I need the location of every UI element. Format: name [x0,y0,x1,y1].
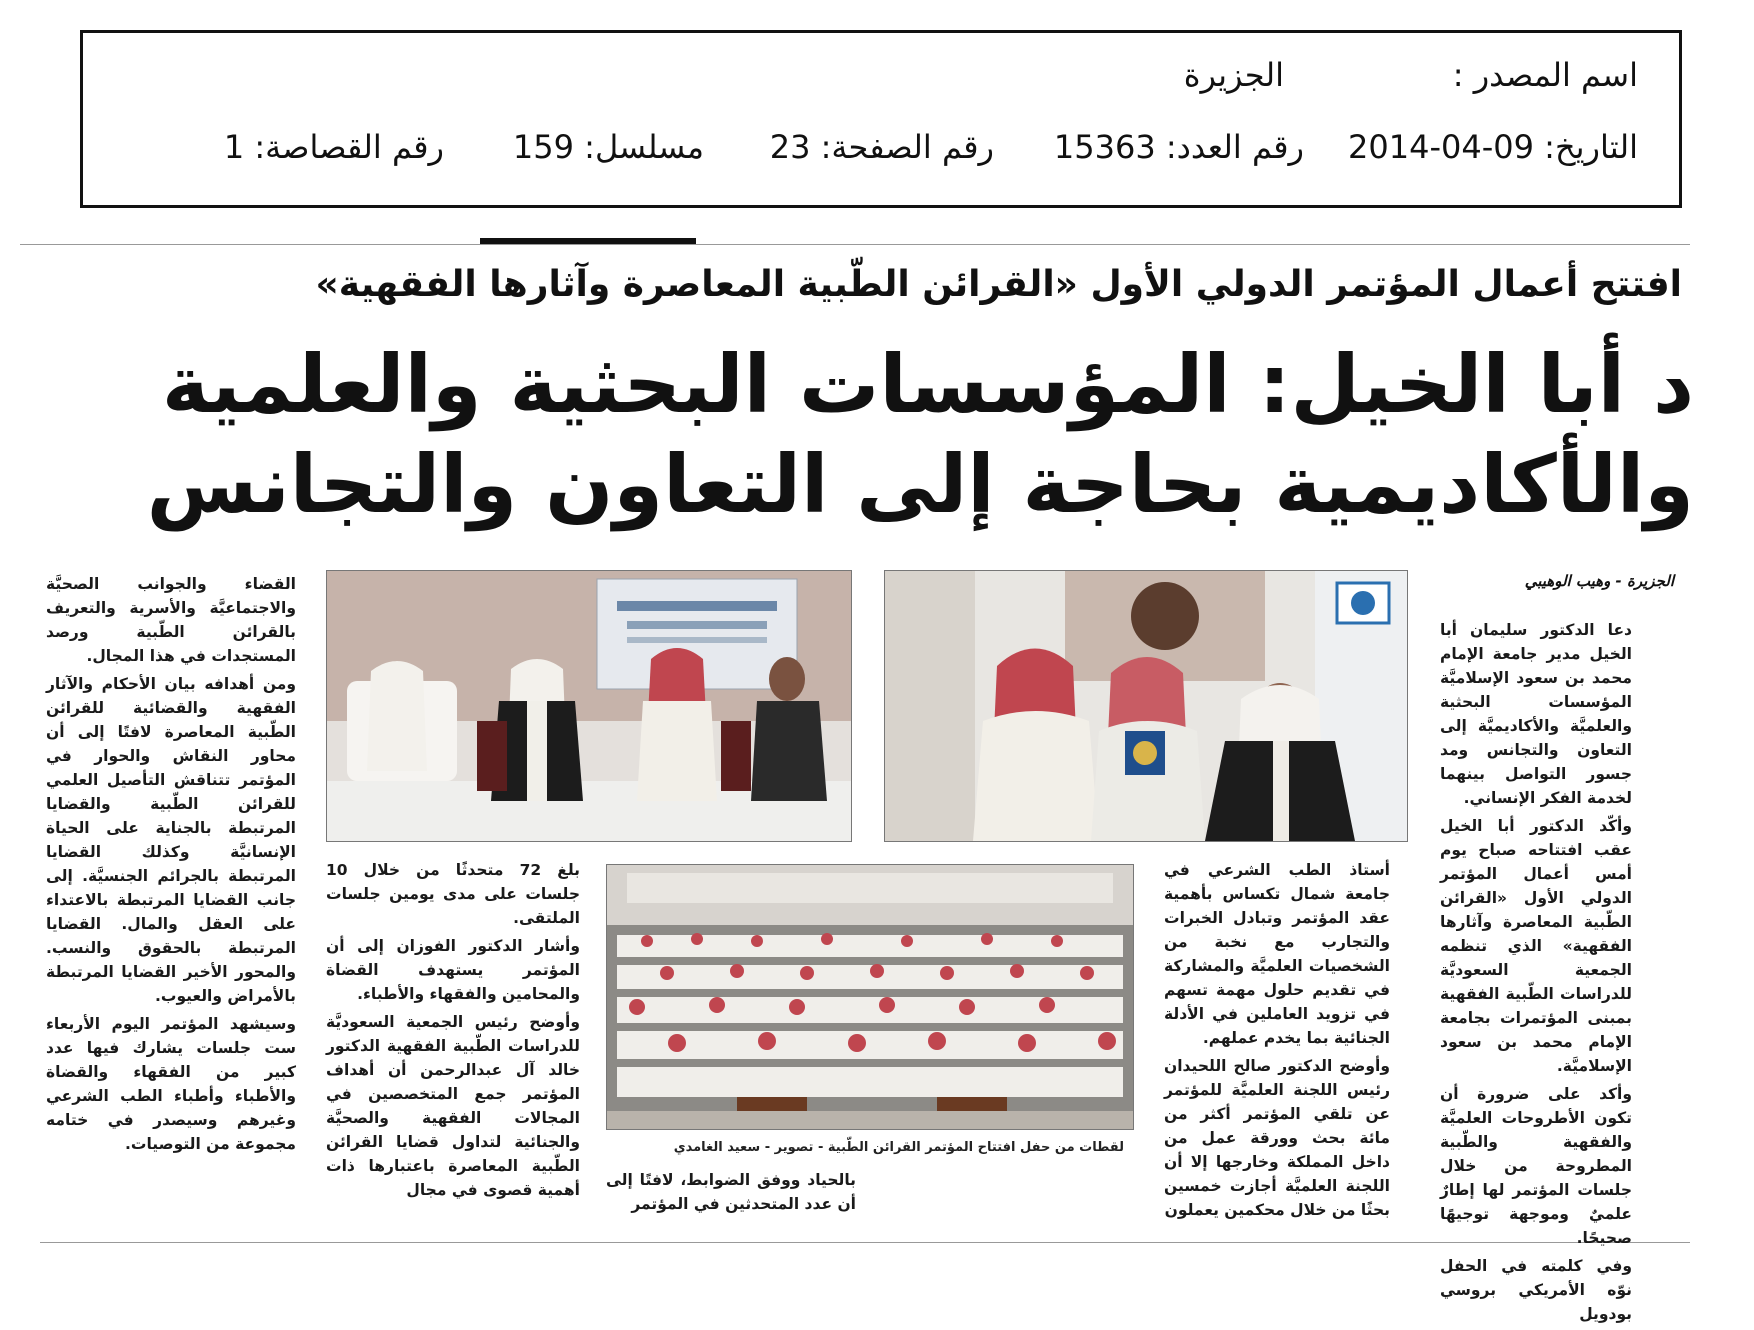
metadata-box [80,30,1682,208]
byline: الجزيرة - وهيب الوهيبي [1524,572,1674,590]
column-1-paragraph: وأكد على ضرورة أن تكون الأطروحات العلميَّة والفقهية والطّبية المطروحة من خلال جلسات المؤتمر لها إطارٌ علميٌ وموجهة توجيهًا صحيحًا. [1440,1085,1632,1247]
column-3 [606,1168,856,1220]
issue-field: رقم العدد: 15363 [1053,128,1304,166]
top-accent-bar [480,238,696,244]
column-1 [1440,618,1632,1330]
headline-line-2: والأكاديمية بحاجة إلى التعاون والتجانس [146,438,1694,531]
top-rule [20,244,1690,245]
photo-award-image [885,571,1407,841]
source-value: الجزيرة [1183,56,1284,94]
headline-line-1: د أبا الخيل: المؤسسات البحثية والعلمية [161,338,1694,431]
column-5 [46,572,296,1160]
source-label: اسم المصدر : [1452,56,1638,94]
column-2-paragraph: أستاذ الطب الشرعي في جامعة شمال تكساس بأهمية عقد المؤتمر وتبادل الخبرات والتجارب مع نخبة من الشخصيات العلميَّة والمشاركة في تقديم حلول مهمة تسهم في تزويد العاملين في الأدلة الجنائية بما يخدم عملهم. [1164,861,1390,1047]
serial-field: مسلسل: 159 [512,128,704,166]
column-1-paragraph: وأكّد الدكتور أبا الخيل عقب افتتاحه صباح يوم أمس أعمال المؤتمر الدولي الأول «القرائن الطّبية المعاصرة وآثارها الفقهية» الذي تنظمه الجمعية السعوديَّة للدراسات الطّبية الفقهية بمبنى المؤتمرات بجامعة الإمام محمد بن سعود الإسلاميَّة. [1440,817,1632,1075]
photo-award-presentation [884,570,1408,842]
column-2-paragraph: وأوضح الدكتور صالح اللحيدان رئيس اللجنة العلميَّة للمؤتمر عن تلقي المؤتمر أكثر من مائة بحث وورقة عمل من داخل المملكة وخارجها إلا أن اللجنة العلميَّة أجازت خمسين بحثًا من خلال محكمين يعملون [1164,1057,1390,1219]
photo-audience [606,864,1134,1130]
column-4-paragraph: وأشار الدكتور الفوزان إلى أن المؤتمر يستهدف القضاة والمحامين والفقهاء والأطباء. [326,937,580,1003]
column-4-paragraph: بلغ 72 متحدثًا من خلال 10 جلسات على مدى يومين جلسات الملتقى. [326,861,580,927]
column-2 [1164,858,1390,1226]
column-5-paragraph: وسيشهد المؤتمر اليوم الأربعاء ست جلسات يشارك فيها عدد كبير من الفقهاء والقضاة والأطباء وأطباء الطب الشرعي وغيرهم وسيصدر في ختامه مجموعة من التوصيات. [46,1015,296,1153]
column-4 [326,858,580,1206]
photo-audience-image [607,865,1133,1129]
column-1-paragraph: دعا الدكتور سليمان أبا الخيل مدير جامعة الإمام محمد بن سعود الإسلاميَّة المؤسسات البحثية والعلميَّة والأكاديميَّة إلى التعاون والتجانس ومد جسور التواصل بينهما لخدمة الفكر الإنساني. [1440,621,1632,807]
photo-panel-podium [326,570,852,842]
column-4-paragraph: وأوضح رئيس الجمعية السعوديَّة للدراسات الطّبية الفقهية الدكتور خالد آل عبدالرحمن أن أهداف المؤتمر جمع المتخصصين في المجالات الفقهية والصحيَّة والجنائية لتداول قضايا القرائن الطّبية المعاصرة باعتبارها ذات أهمية قصوى في مجال [326,1013,580,1199]
column-1-paragraph: وفي كلمته في الحفل نوّه الأمريكي بروسي بودويل [1440,1257,1632,1323]
page-field: رقم الصفحة: 23 [769,128,994,166]
photo-panel-image [327,571,851,841]
photo-caption: لقطات من حفل افتتاح المؤتمر القرائن الطّبية - تصوير - سعيد الغامدي [673,1140,1124,1155]
article-kicker: افتتح أعمال المؤتمر الدولي الأول «القرائن الطّبية المعاصرة وآثارها الفقهية» [315,264,1682,305]
column-5-paragraph: ومن أهدافه بيان الأحكام والآثار الفقهية والقضائية للقرائن الطّبية المعاصرة لافتًا إلى أن محاور النقاش والحوار في المؤتمر تتناقش التأصيل العلمي للقرائن الطّبية والقضايا المرتبطة بالجناية على الحياة الإنسانيَّة وكذلك القضايا المرتبطة بالجرائم الجنسيَّة. إلى جانب القضايا المرتبطة بالاعتداء على العقل والمال. القضايا المرتبطة بالحقوق والنسب. والمحور الأخير القضايا المرتبطة بالأمراض والعيوب. [46,675,296,1005]
column-3-paragraph: بالحياد ووفق الضوابط، لافتًا إلى أن عدد المتحدثين في المؤتمر [606,1171,856,1213]
column-5-paragraph: القضاء والجوانب الصحيَّة والاجتماعيَّة والأسرية والتعريف بالقرائن الطّبية ورصد المستجدات في هذا المجال. [46,575,296,665]
date-field: التاريخ: 09-04-2014 [1348,128,1638,166]
clipping-field: رقم القصاصة: 1 [223,128,444,166]
